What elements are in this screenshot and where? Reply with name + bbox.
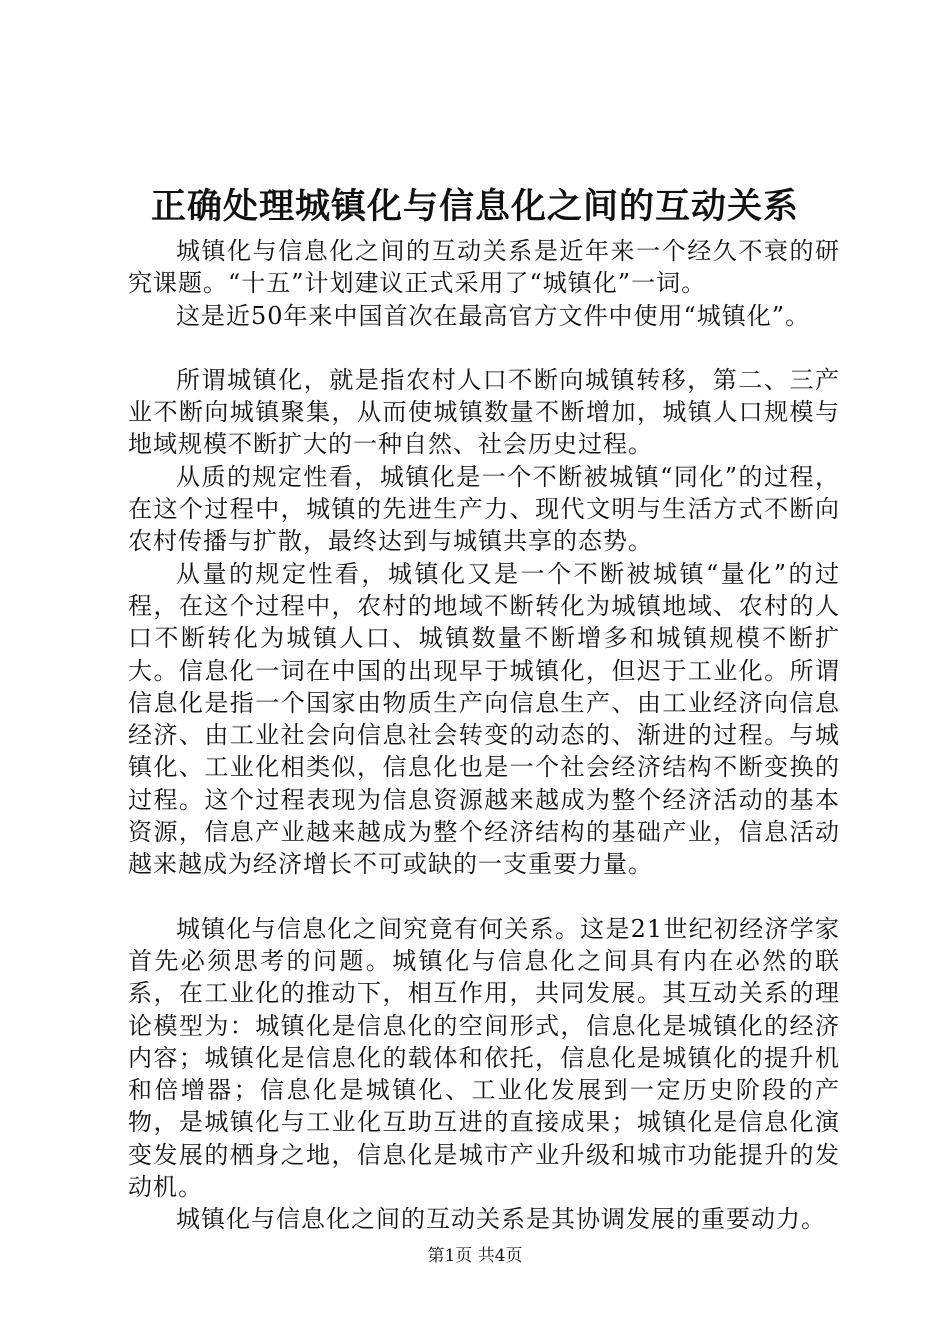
paragraph: 城镇化与信息化之间的互动关系是其协调发展的重要动力。: [176, 1205, 826, 1234]
document-body: [128, 235, 840, 1236]
paragraph: 这是近50年来中国首次在最高官方文件中使用“城镇化”。: [176, 301, 811, 330]
paragraph: 从质的规定性看，城镇化是一个不断被城镇“同化”的过程，在这个过程中，城镇的先进生产力、现代文明与生活方式不断向农村传播与扩散，最终达到与城镇共享的态势。: [128, 462, 840, 556]
document-title: 正确处理城镇化与信息化之间的互动关系: [150, 186, 799, 227]
page-number-footer: 第1页 共4页: [427, 1246, 523, 1266]
paragraph: 城镇化与信息化之间的互动关系是近年来一个经久不衰的研究课题。“十五”计划建议正式采用了“城镇化”一词。: [128, 237, 840, 298]
paragraph: 从量的规定性看，城镇化又是一个不断被城镇“量化”的过程，在这个过程中，农村的地域不断转化为城镇地域、农村的人口不断转化为城镇人口、城镇数量不断增多和城镇规模不断扩大。信息化一词在中国的出现早于城镇化，但迟于工业化。所谓信息化是指一个国家由物质生产向信息生产、由工业经济向信息经济、由工业社会向信息社会转变的动态的、渐进的过程。与城镇化、工业化相类似，信息化也是一个社会经济结构不断变换的过程。这个过程表现为信息资源越来越成为整个经济活动的基本资源，信息产业越来越成为整个经济结构的基础产业，信息活动越来越成为经济增长不可或缺的一支重要力量。: [128, 559, 840, 879]
paragraph: 所谓城镇化，就是指农村人口不断向城镇转移，第二、三产业不断向城镇聚集，从而使城镇数量不断增加，城镇人口规模与地域规模不断扩大的一种自然、社会历史过程。: [128, 365, 840, 459]
paragraph: 城镇化与信息化之间究竟有何关系。这是21世纪初经济学家首先必须思考的问题。城镇化与信息化之间具有内在必然的联系，在工业化的推动下，相互作用，共同发展。其互动关系的理论模型为：城镇化是信息化的空间形式，信息化是城镇化的经济内容；城镇化是信息化的载体和依托，信息化是城镇化的提升机和倍增器；信息化是城镇化、工业化发展到一定历史阶段的产物，是城镇化与工业化互助互进的直接成果；城镇化是信息化演变发展的栖身之地，信息化是城市产业升级和城市功能提升的发动机。: [128, 914, 840, 1202]
